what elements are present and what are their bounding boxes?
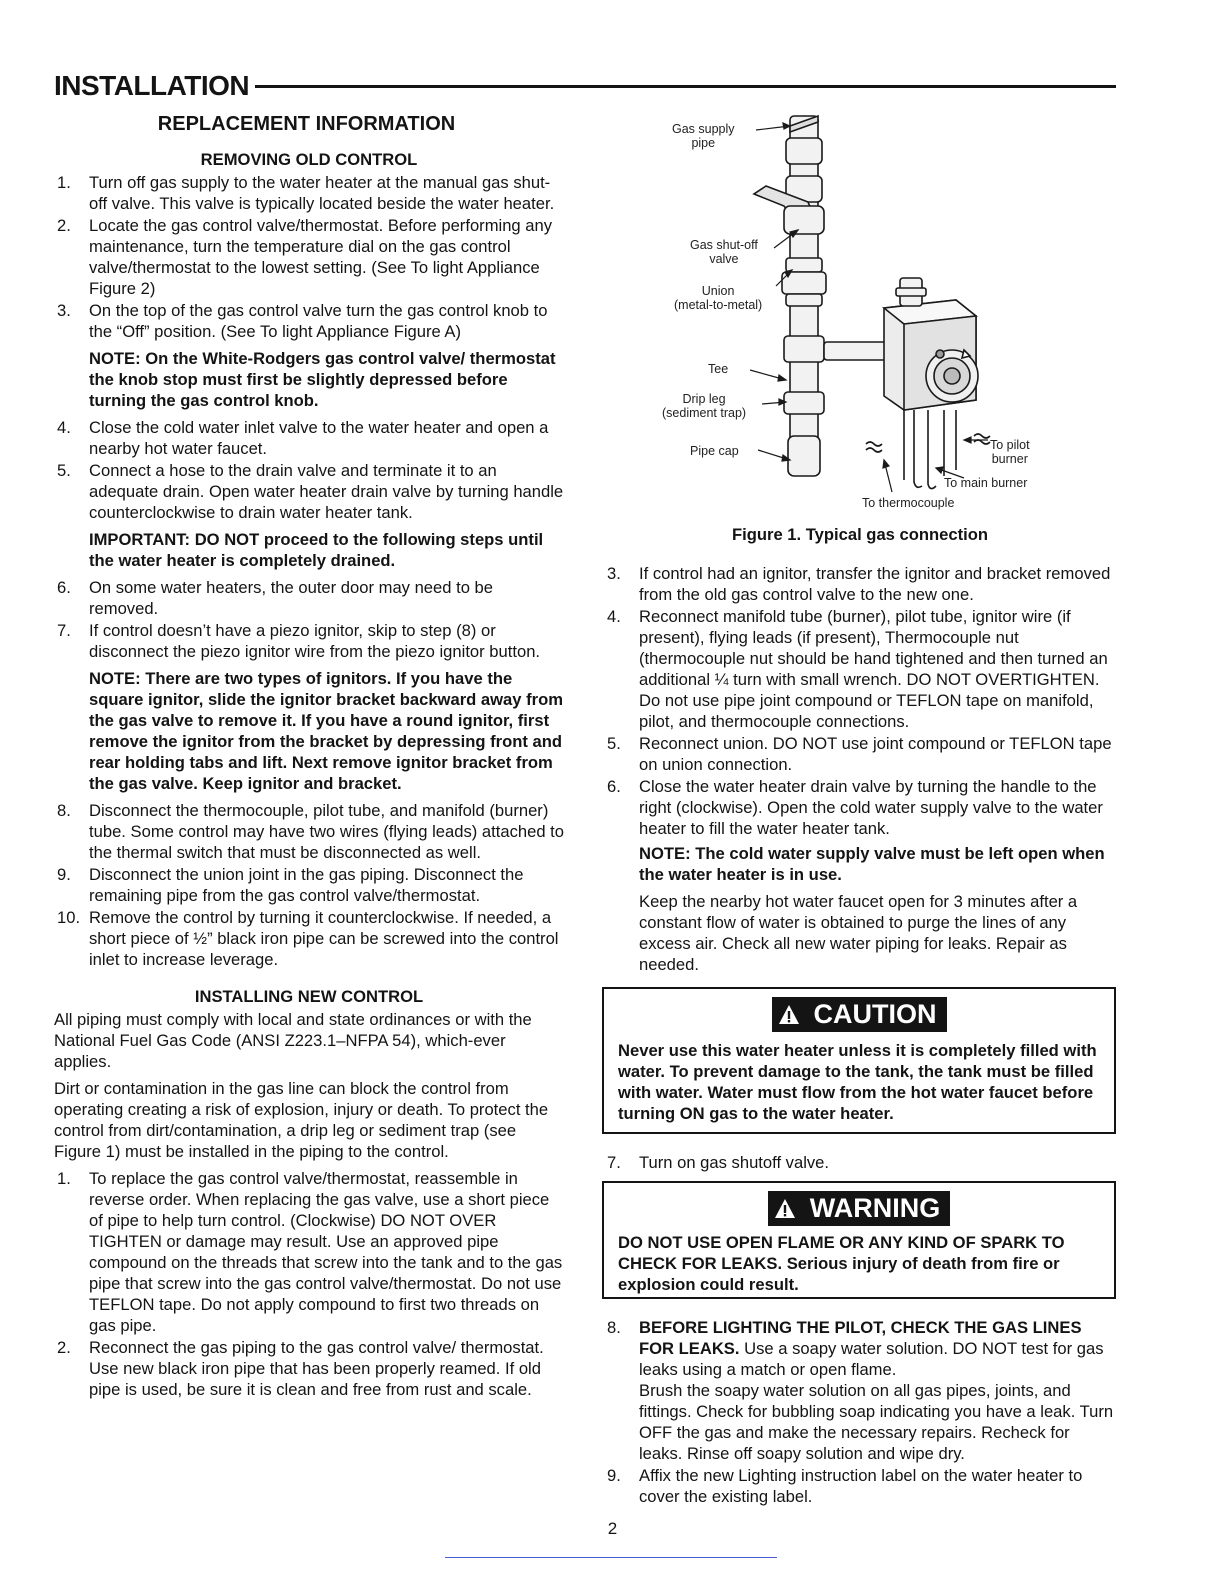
installing-steps-continued <box>604 563 1116 839</box>
list-item: 3. If control had an ignitor, transfer the ignitor and bracket removed from the old gas control valve to the new one. <box>607 564 1111 604</box>
label-union: Union (metal-to-metal) <box>674 284 763 312</box>
label-main-burner: To main burner <box>944 476 1028 490</box>
removing-steps <box>54 172 564 342</box>
step8-bold: BEFORE LIGHTING THE PILOT, CHECK THE GAS LINES FOR LEAKS. <box>639 1318 1082 1358</box>
list-item: 10. Remove the control by turning it counterclockwise. If needed, a short piece of ½” black iron pipe can be screwed into the control inlet to increase leverage. <box>57 908 559 969</box>
label-gas-supply: Gas supply pipe <box>672 122 735 150</box>
removing-steps-b <box>54 417 564 523</box>
step8-text: Use a soapy water solution. DO NOT test for gas leaks using a match or open flame. <box>639 1339 1104 1379</box>
installing-title: INSTALLING NEW CONTROL <box>194 987 424 1006</box>
para-dirt: Dirt or contamination in the gas line can block the control from operating creating a risk of explosion, injury or death. To protect the control from dirt/contamination, a drip leg or sediment trap (see Figure 1) must be installed in the piping to the control. <box>54 1079 549 1161</box>
page-header <box>54 66 1116 106</box>
list-item: 8. BEFORE LIGHTING THE PILOT, CHECK THE GAS LINES FOR LEAKS. Use a soapy water solution. DO NOT test for gas leaks using a match or open flame. Brush the soapy water solution on all gas pipes, joints, and fittings. Check for bubbling soap indicating you have a leak. Turn OFF the gas and make the necessary repairs. Recheck for leaks. Rinse off soapy solution and wipe dry. <box>604 1317 1116 1464</box>
note-important: IMPORTANT: DO NOT proceed to the following steps until the water heater is completely drained. <box>89 530 544 570</box>
para-keep-faucet: Keep the nearby hot water faucet open for 3 minutes after a constant flow of water is obtained to purge the lines of any excess air. Check all new water piping for leaks. Repair as needed. <box>639 892 1078 974</box>
removing-steps-d <box>54 800 564 970</box>
steps-8-9 <box>604 1317 1116 1507</box>
warning-triangle-icon <box>778 1004 800 1026</box>
label-drip-leg: Drip leg (sediment trap) <box>662 392 747 420</box>
warning-box <box>602 1181 1116 1299</box>
caution-text: Never use this water heater unless it is completely filled with water. To prevent damage to the tank, the tank must be filled with water. Water must flow from the hot water faucet before turning ON gas to the water heater. <box>618 1041 1097 1123</box>
page-title: INSTALLATION <box>54 70 250 101</box>
note-knob: NOTE: On the White-Rodgers gas control valve/ thermostat the knob stop must first be slightly depressed before turning the gas control knob. <box>89 349 556 410</box>
list-item: 2. Reconnect the gas piping to the gas control valve/ thermostat. Use new black iron pipe that has been properly reamed. If old pipe is used, be sure it is clean and free from rust and scale. <box>57 1338 544 1399</box>
caution-banner <box>772 997 947 1032</box>
section-title: REPLACEMENT INFORMATION <box>157 113 456 135</box>
label-pilot: To pilot burner <box>990 438 1030 466</box>
label-shutoff: Gas shut-off valve <box>690 238 758 266</box>
list-item: 5. Connect a hose to the drain valve and terminate it to an adequate drain. Open water heater drain valve by turning handle counterclockwise to drain water heater tank. <box>57 461 564 522</box>
para-code: All piping must comply with local and state ordinances or with the National Fuel Gas Code (ANSI Z223.1–NFPA 54), which-ever applies. <box>54 1010 532 1071</box>
caution-box <box>602 987 1116 1134</box>
list-item: 8. Disconnect the thermocouple, pilot tube, and manifold (burner) tube. Some control may have two wires (flying leads) attached to the thermal switch that must be disconnected as well. <box>57 801 564 862</box>
warning-triangle-icon <box>774 1198 796 1220</box>
list-item: 9. Affix the new Lighting instruction label on the water heater to cover the existing label. <box>607 1466 1083 1506</box>
list-item: 5. Reconnect union. DO NOT use joint compound or TEFLON tape on union connection. <box>607 734 1112 774</box>
gas-connection-illustration <box>604 110 1116 520</box>
note-cold-water: NOTE: The cold water supply valve must be left open when the water heater is in use. <box>639 844 1105 884</box>
header-rule <box>255 85 1116 88</box>
figure-caption: Figure 1. Typical gas connection <box>731 525 989 544</box>
warning-label: WARNING <box>809 1193 941 1223</box>
figure-gas-connection <box>604 110 1116 520</box>
list-item: 2. Locate the gas control valve/thermostat. Before performing any maintenance, turn the temperature dial on the gas control valve/thermostat to the lowest setting. (See To light Appliance Figure 2) <box>57 216 553 298</box>
warning-banner <box>768 1191 951 1226</box>
step-7 <box>604 1152 1116 1173</box>
installing-steps <box>54 1168 564 1400</box>
step8-text2: Brush the soapy water solution on all gas pipes, joints, and fittings. Check for bubbling soap indicating you have a leak. Turn OFF the gas and make the necessary repairs. Recheck for leaks. Rinse off soapy solution and wipe dry. <box>639 1381 1114 1463</box>
note-ignitor: NOTE: There are two types of ignitors. If you have the square ignitor, slide the ignitor bracket backward away from the gas valve to remove it. If you have a round ignitor, first remove the ignitor from the bracket by depressing front and rear holding tabs and lift. Next remove ignitor bracket from the gas valve. Keep ignitor and bracket. <box>89 669 563 793</box>
right-column <box>604 110 1116 1508</box>
page-number: 2 <box>607 1519 618 1538</box>
list-item: 7. Turn on gas shutoff valve. <box>607 1153 830 1172</box>
removing-title: REMOVING OLD CONTROL <box>200 150 418 169</box>
label-thermocouple: To thermocouple <box>862 496 955 510</box>
list-item: 1. To replace the gas control valve/thermostat, reassemble in reverse order. When replacing the gas valve, use a short piece of pipe to help turn control. (Clockwise) DO NOT OVER TIGHTEN or damage may result. Use an approved pipe compound on the threads that screw into the tank and to the gas pipe that screw into the gas control valve/thermostat. Do not use TEFLON tape. Do not apply compound to first two threads on gas pipe. <box>57 1169 563 1335</box>
label-tee: Tee <box>708 362 729 376</box>
warning-text: DO NOT USE OPEN FLAME OR ANY KIND OF SPARK TO CHECK FOR LEAKS. Serious injury of death from fire or explosion could result. <box>618 1233 1065 1294</box>
list-item: 3. On the top of the gas control valve turn the gas control knob to the “Off” position. (See To light Appliance Figure A) <box>57 301 548 341</box>
list-item: 6. Close the water heater drain valve by turning the handle to the right (clockwise). Open the cold water supply valve to the water heater to fill the water heater tank. <box>607 777 1103 838</box>
caution-label: CAUTION <box>813 999 937 1029</box>
list-item: 4. Close the cold water inlet valve to the water heater and open a nearby hot water faucet. <box>57 418 549 458</box>
left-column <box>54 110 564 1401</box>
list-item: 9. Disconnect the union joint in the gas piping. Disconnect the remaining pipe from the gas control valve/thermostat. <box>57 865 524 905</box>
footer-link-line <box>445 1557 777 1558</box>
label-pipe-cap: Pipe cap <box>690 444 739 458</box>
list-item: 7. If control doesn’t have a piezo ignitor, skip to step (8) or disconnect the piezo ignitor wire from the piezo ignitor button. <box>57 621 541 661</box>
list-item: 4. Reconnect manifold tube (burner), pilot tube, ignitor wire (if present), flying leads (if present), Thermocouple nut (thermocouple nut should be hand tightened and then turned an additional ¼ turn with small wrench. DO NOT OVERTIGHTEN. Do not use pipe joint compound or TEFLON tape on manifold, pilot, and thermocouple connections. <box>607 607 1108 731</box>
list-item: 1. Turn off gas supply to the water heater at the manual gas shut-off valve. This valve is typically located beside the water heater. <box>57 173 555 213</box>
removing-steps-c <box>54 577 564 662</box>
list-item: 6. On some water heaters, the outer door may need to be removed. <box>57 578 494 618</box>
